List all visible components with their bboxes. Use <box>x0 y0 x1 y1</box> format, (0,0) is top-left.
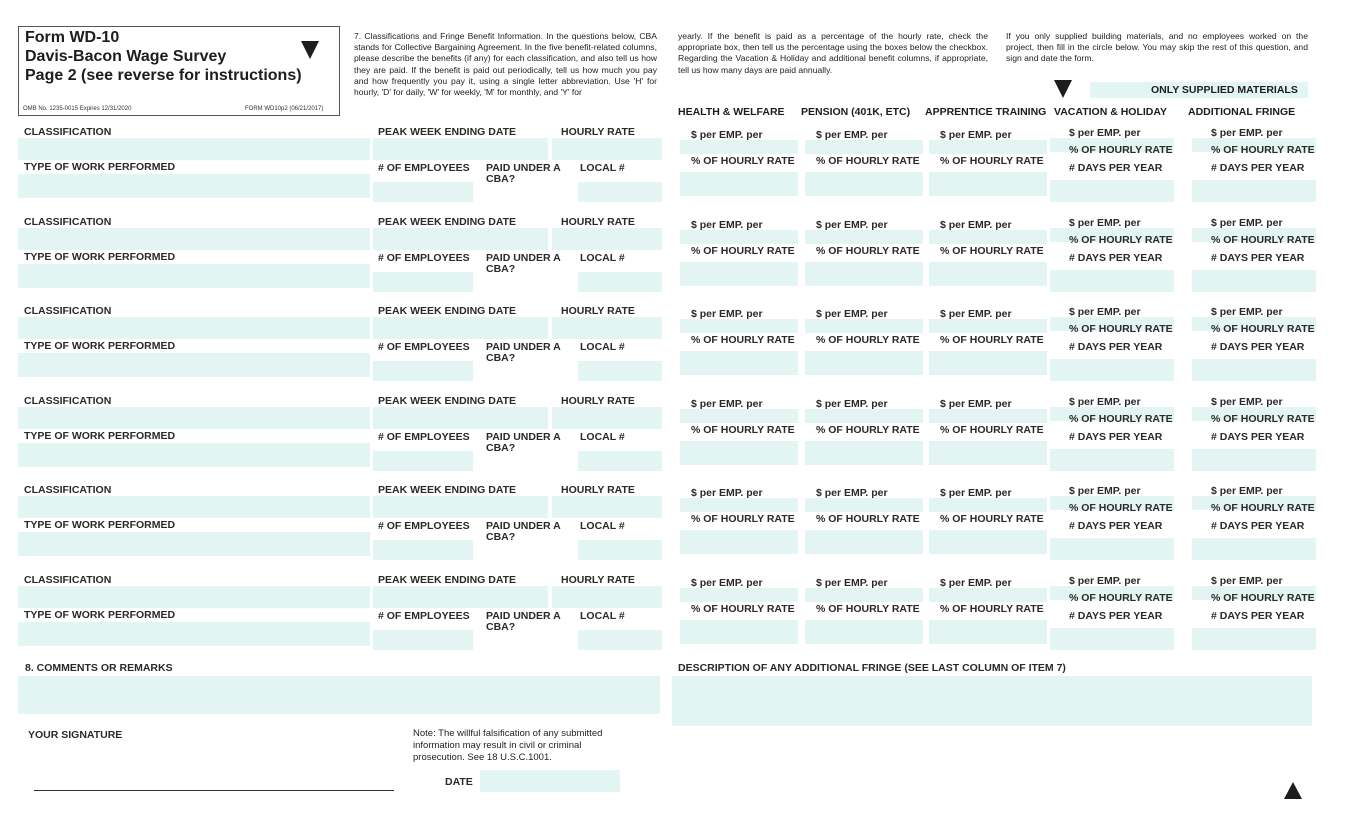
pct-hourly-rate-label: % OF HOURLY RATE <box>1069 502 1173 514</box>
per-emp-label: $ per EMP. per <box>1069 485 1141 497</box>
benefit-amount-field[interactable] <box>929 588 1047 602</box>
paid-under-cba-label: PAID UNDER A <box>486 520 561 532</box>
num-employees-field[interactable] <box>373 451 473 471</box>
triangle-down-icon <box>1054 80 1072 98</box>
type-of-work-field[interactable] <box>18 532 370 556</box>
per-emp-label: $ per EMP. per <box>940 129 1012 141</box>
local-number-field[interactable] <box>578 630 662 650</box>
date-field[interactable] <box>480 770 620 792</box>
signature-line[interactable] <box>34 790 394 791</box>
local-number-label: LOCAL # <box>580 341 625 353</box>
classification-field[interactable] <box>18 496 370 518</box>
cba-label: CBA? <box>486 173 516 185</box>
peak-week-label: PEAK WEEK ENDING DATE <box>378 484 517 496</box>
days-per-year-label: # DAYS PER YEAR <box>1211 520 1305 532</box>
type-of-work-label: TYPE OF WORK PERFORMED <box>24 430 176 442</box>
num-employees-label: # OF EMPLOYEES <box>378 431 470 443</box>
classification-label: CLASSIFICATION <box>24 484 112 496</box>
peak-week-date-field[interactable] <box>373 228 548 250</box>
signature-label: YOUR SIGNATURE <box>28 729 123 741</box>
classification-field[interactable] <box>18 586 370 608</box>
pct-hourly-rate-label: % OF HOURLY RATE <box>940 245 1044 257</box>
per-emp-label: $ per EMP. per <box>940 219 1012 231</box>
num-employees-field[interactable] <box>373 361 473 381</box>
benefit-percent-field[interactable] <box>929 172 1047 196</box>
pct-hourly-rate-label: % OF HOURLY RATE <box>1211 144 1315 156</box>
pct-hourly-rate-label: % OF HOURLY RATE <box>1069 592 1173 604</box>
per-emp-label: $ per EMP. per <box>940 308 1012 320</box>
classification-label: CLASSIFICATION <box>24 305 112 317</box>
benefit-amount-field[interactable] <box>680 230 798 244</box>
benefit-amount-field[interactable] <box>929 319 1047 333</box>
num-employees-label: # OF EMPLOYEES <box>378 252 470 264</box>
header-vacation-holiday: VACATION & HOLIDAY <box>1054 106 1167 118</box>
per-emp-label: $ per EMP. per <box>691 577 763 589</box>
per-emp-label: $ per EMP. per <box>816 487 888 499</box>
benefit-percent-field[interactable] <box>929 441 1047 465</box>
pct-hourly-rate-label: % OF HOURLY RATE <box>816 245 920 257</box>
cba-label: CBA? <box>486 621 516 633</box>
local-number-label: LOCAL # <box>580 252 625 264</box>
per-emp-label: $ per EMP. per <box>1211 306 1283 318</box>
classification-label: CLASSIFICATION <box>24 216 112 228</box>
local-number-field[interactable] <box>578 451 662 471</box>
classification-field[interactable] <box>18 407 370 429</box>
benefit-percent-field[interactable] <box>680 620 798 644</box>
benefit-percent-field[interactable] <box>929 351 1047 375</box>
type-of-work-label: TYPE OF WORK PERFORMED <box>24 519 176 531</box>
header-pension: PENSION (401K, ETC) <box>801 106 911 118</box>
pct-hourly-rate-label: % OF HOURLY RATE <box>1211 502 1315 514</box>
days-per-year-field[interactable] <box>1192 628 1316 650</box>
pct-hourly-rate-label: % OF HOURLY RATE <box>816 155 920 167</box>
pct-hourly-rate-label: % OF HOURLY RATE <box>691 603 795 615</box>
local-number-field[interactable] <box>578 361 662 381</box>
days-per-year-label: # DAYS PER YEAR <box>1069 341 1163 353</box>
days-per-year-field[interactable] <box>1050 628 1174 650</box>
days-per-year-field[interactable] <box>1050 270 1174 292</box>
benefit-percent-field[interactable] <box>805 172 923 196</box>
per-emp-label: $ per EMP. per <box>691 219 763 231</box>
per-emp-label: $ per EMP. per <box>816 577 888 589</box>
peak-week-date-field[interactable] <box>373 317 548 339</box>
benefit-percent-field[interactable] <box>680 172 798 196</box>
peak-week-date-field[interactable] <box>373 138 548 160</box>
pct-hourly-rate-label: % OF HOURLY RATE <box>940 155 1044 167</box>
benefit-percent-field[interactable] <box>680 262 798 286</box>
pct-hourly-rate-label: % OF HOURLY RATE <box>940 334 1044 346</box>
pct-hourly-rate-label: % OF HOURLY RATE <box>1211 592 1315 604</box>
per-emp-label: $ per EMP. per <box>691 129 763 141</box>
days-per-year-label: # DAYS PER YEAR <box>1211 162 1305 174</box>
hourly-rate-label: HOURLY RATE <box>561 305 635 317</box>
per-emp-label: $ per EMP. per <box>1069 127 1141 139</box>
benefit-amount-field[interactable] <box>805 230 923 244</box>
num-employees-field[interactable] <box>373 630 473 650</box>
type-of-work-label: TYPE OF WORK PERFORMED <box>24 161 176 173</box>
type-of-work-field[interactable] <box>18 353 370 377</box>
pct-hourly-rate-label: % OF HOURLY RATE <box>1069 144 1173 156</box>
falsification-note: Note: The willful falsification of any submitted information may result in civil or criminal prosecution. See 18 U.S.C.1001. <box>413 728 603 763</box>
hourly-rate-label: HOURLY RATE <box>561 395 635 407</box>
cba-label: CBA? <box>486 531 516 543</box>
type-of-work-label: TYPE OF WORK PERFORMED <box>24 609 176 621</box>
form-title: Davis-Bacon Wage Survey <box>25 48 227 65</box>
benefit-amount-field[interactable] <box>805 319 923 333</box>
benefit-amount-field[interactable] <box>680 588 798 602</box>
num-employees-field[interactable] <box>373 272 473 292</box>
pct-hourly-rate-label: % OF HOURLY RATE <box>816 603 920 615</box>
additional-fringe-desc-field[interactable] <box>672 676 1312 726</box>
days-per-year-field[interactable] <box>1050 359 1174 381</box>
pct-hourly-rate-label: % OF HOURLY RATE <box>691 424 795 436</box>
comments-field[interactable] <box>18 676 660 714</box>
hourly-rate-field[interactable] <box>552 228 662 250</box>
header-apprentice-training: APPRENTICE TRAINING <box>925 106 1047 118</box>
benefit-amount-field[interactable] <box>929 498 1047 512</box>
peak-week-date-field[interactable] <box>373 586 548 608</box>
paid-under-cba-label: PAID UNDER A <box>486 252 561 264</box>
classification-label: CLASSIFICATION <box>24 574 112 586</box>
triangle-up-icon <box>1284 782 1302 799</box>
per-emp-label: $ per EMP. per <box>1069 396 1141 408</box>
per-emp-label: $ per EMP. per <box>1069 217 1141 229</box>
pct-hourly-rate-label: % OF HOURLY RATE <box>1211 413 1315 425</box>
hourly-rate-label: HOURLY RATE <box>561 484 635 496</box>
pct-hourly-rate-label: % OF HOURLY RATE <box>691 334 795 346</box>
hourly-rate-label: HOURLY RATE <box>561 216 635 228</box>
num-employees-field[interactable] <box>373 540 473 560</box>
benefit-amount-field[interactable] <box>680 319 798 333</box>
pct-hourly-rate-label: % OF HOURLY RATE <box>940 513 1044 525</box>
benefit-percent-field[interactable] <box>929 262 1047 286</box>
days-per-year-field[interactable] <box>1192 449 1316 471</box>
pct-hourly-rate-label: % OF HOURLY RATE <box>816 424 920 436</box>
additional-fringe-desc-label: DESCRIPTION OF ANY ADDITIONAL FRINGE (SEE LAST COLUMN OF ITEM 7) <box>678 662 1066 674</box>
days-per-year-label: # DAYS PER YEAR <box>1211 252 1305 264</box>
omb-number: OMB No. 1235-0015 Expires 12/31/2020 <box>23 106 132 112</box>
pct-hourly-rate-label: % OF HOURLY RATE <box>816 334 920 346</box>
days-per-year-field[interactable] <box>1192 270 1316 292</box>
type-of-work-field[interactable] <box>18 174 370 198</box>
pct-hourly-rate-label: % OF HOURLY RATE <box>691 245 795 257</box>
peak-week-label: PEAK WEEK ENDING DATE <box>378 216 517 228</box>
per-emp-label: $ per EMP. per <box>816 129 888 141</box>
per-emp-label: $ per EMP. per <box>940 577 1012 589</box>
classification-label: CLASSIFICATION <box>24 395 112 407</box>
pct-hourly-rate-label: % OF HOURLY RATE <box>816 513 920 525</box>
form-subtitle: Page 2 (see reverse for instructions) <box>25 67 302 84</box>
num-employees-field[interactable] <box>373 182 473 202</box>
instructions-part-1: 7. Classifications and Fringe Benefit Information. In the questions below, CBA stands for Collective Bargaining Agreement. In the five benefit-related columns, please describe the benefits (if any) for each classification, and also tell us how they are paid. If the benefit is paid out periodically, tell us how much you pay and how frequently you pay it, using a single letter abbreviation. Use 'H' for hourly, 'D' for daily, 'W' for weekly, 'M' for monthly, and 'Y' for <box>354 31 657 98</box>
days-per-year-label: # DAYS PER YEAR <box>1211 431 1305 443</box>
pct-hourly-rate-label: % OF HOURLY RATE <box>940 603 1044 615</box>
days-per-year-label: # DAYS PER YEAR <box>1069 610 1163 622</box>
peak-week-label: PEAK WEEK ENDING DATE <box>378 395 517 407</box>
pct-hourly-rate-label: % OF HOURLY RATE <box>1211 234 1315 246</box>
days-per-year-field[interactable] <box>1050 180 1174 202</box>
peak-week-label: PEAK WEEK ENDING DATE <box>378 126 517 138</box>
form-number: Form WD-10 <box>25 29 120 46</box>
per-emp-label: $ per EMP. per <box>816 398 888 410</box>
type-of-work-label: TYPE OF WORK PERFORMED <box>24 340 176 352</box>
comments-label: 8. COMMENTS OR REMARKS <box>25 662 173 674</box>
benefit-amount-field[interactable] <box>680 498 798 512</box>
num-employees-label: # OF EMPLOYEES <box>378 520 470 532</box>
benefit-percent-field[interactable] <box>805 530 923 554</box>
hourly-rate-field[interactable] <box>552 586 662 608</box>
benefit-amount-field[interactable] <box>680 409 798 423</box>
per-emp-label: $ per EMP. per <box>691 398 763 410</box>
local-number-field[interactable] <box>578 540 662 560</box>
benefit-amount-field[interactable] <box>929 409 1047 423</box>
hourly-rate-field[interactable] <box>552 407 662 429</box>
benefit-percent-field[interactable] <box>680 530 798 554</box>
paid-under-cba-label: PAID UNDER A <box>486 431 561 443</box>
classification-field[interactable] <box>18 138 370 160</box>
days-per-year-label: # DAYS PER YEAR <box>1069 520 1163 532</box>
pct-hourly-rate-label: % OF HOURLY RATE <box>1211 323 1315 335</box>
form-code: FORM WD10p2 (06/21/2017) <box>245 106 324 112</box>
per-emp-label: $ per EMP. per <box>1211 127 1283 139</box>
benefit-amount-field[interactable] <box>680 140 798 154</box>
num-employees-label: # OF EMPLOYEES <box>378 341 470 353</box>
per-emp-label: $ per EMP. per <box>691 308 763 320</box>
benefit-amount-field[interactable] <box>929 230 1047 244</box>
days-per-year-field[interactable] <box>1050 449 1174 471</box>
hourly-rate-label: HOURLY RATE <box>561 574 635 586</box>
hourly-rate-field[interactable] <box>552 496 662 518</box>
classification-field[interactable] <box>18 317 370 339</box>
cba-label: CBA? <box>486 352 516 364</box>
hourly-rate-field[interactable] <box>552 317 662 339</box>
per-emp-label: $ per EMP. per <box>940 398 1012 410</box>
classification-label: CLASSIFICATION <box>24 126 112 138</box>
num-employees-label: # OF EMPLOYEES <box>378 162 470 174</box>
local-number-label: LOCAL # <box>580 162 625 174</box>
per-emp-label: $ per EMP. per <box>816 308 888 320</box>
benefit-amount-field[interactable] <box>805 498 923 512</box>
days-per-year-field[interactable] <box>1050 538 1174 560</box>
peak-week-label: PEAK WEEK ENDING DATE <box>378 305 517 317</box>
per-emp-label: $ per EMP. per <box>1211 217 1283 229</box>
benefit-amount-field[interactable] <box>805 409 923 423</box>
paid-under-cba-label: PAID UNDER A <box>486 162 561 174</box>
type-of-work-field[interactable] <box>18 443 370 467</box>
pct-hourly-rate-label: % OF HOURLY RATE <box>691 155 795 167</box>
paid-under-cba-label: PAID UNDER A <box>486 610 561 622</box>
per-emp-label: $ per EMP. per <box>940 487 1012 499</box>
days-per-year-field[interactable] <box>1192 538 1316 560</box>
per-emp-label: $ per EMP. per <box>1069 575 1141 587</box>
benefit-percent-field[interactable] <box>680 351 798 375</box>
pct-hourly-rate-label: % OF HOURLY RATE <box>940 424 1044 436</box>
pct-hourly-rate-label: % OF HOURLY RATE <box>1069 323 1173 335</box>
header-additional-fringe: ADDITIONAL FRINGE <box>1188 106 1296 118</box>
triangle-down-icon <box>301 41 319 59</box>
cba-label: CBA? <box>486 263 516 275</box>
days-per-year-field[interactable] <box>1192 180 1316 202</box>
benefit-amount-field[interactable] <box>805 140 923 154</box>
hourly-rate-field[interactable] <box>552 138 662 160</box>
type-of-work-field[interactable] <box>18 622 370 646</box>
days-per-year-label: # DAYS PER YEAR <box>1211 610 1305 622</box>
header-health-welfare: HEALTH & WELFARE <box>678 106 785 118</box>
benefit-percent-field[interactable] <box>929 530 1047 554</box>
classification-field[interactable] <box>18 228 370 250</box>
benefit-percent-field[interactable] <box>805 351 923 375</box>
pct-hourly-rate-label: % OF HOURLY RATE <box>691 513 795 525</box>
local-number-field[interactable] <box>578 272 662 292</box>
local-number-label: LOCAL # <box>580 520 625 532</box>
type-of-work-label: TYPE OF WORK PERFORMED <box>24 251 176 263</box>
local-number-field[interactable] <box>578 182 662 202</box>
per-emp-label: $ per EMP. per <box>1211 485 1283 497</box>
instructions-part-3: If you only supplied building materials, and no employees worked on the project, then fill in the circle below. You may skip the rest of this question, and sign and date the form. <box>1006 31 1308 64</box>
benefit-percent-field[interactable] <box>680 441 798 465</box>
cba-label: CBA? <box>486 442 516 454</box>
per-emp-label: $ per EMP. per <box>1211 396 1283 408</box>
per-emp-label: $ per EMP. per <box>691 487 763 499</box>
peak-week-date-field[interactable] <box>373 407 548 429</box>
instructions-part-2: yearly. If the benefit is paid as a percentage of the hourly rate, check the appropriate box, then tell us the percentage using the boxes below the checkbox. Regarding the Vacation & Holiday and additional benefit columns, if appropriate, tell us how many days are paid annually. <box>678 31 988 75</box>
hourly-rate-label: HOURLY RATE <box>561 126 635 138</box>
form-header <box>18 26 340 116</box>
date-label: DATE <box>445 776 473 788</box>
benefit-percent-field[interactable] <box>805 620 923 644</box>
days-per-year-field[interactable] <box>1192 359 1316 381</box>
per-emp-label: $ per EMP. per <box>816 219 888 231</box>
days-per-year-label: # DAYS PER YEAR <box>1069 252 1163 264</box>
benefit-percent-field[interactable] <box>805 441 923 465</box>
days-per-year-label: # DAYS PER YEAR <box>1069 162 1163 174</box>
num-employees-label: # OF EMPLOYEES <box>378 610 470 622</box>
benefit-percent-field[interactable] <box>805 262 923 286</box>
days-per-year-label: # DAYS PER YEAR <box>1211 341 1305 353</box>
benefit-percent-field[interactable] <box>929 620 1047 644</box>
per-emp-label: $ per EMP. per <box>1069 306 1141 318</box>
type-of-work-field[interactable] <box>18 264 370 288</box>
peak-week-label: PEAK WEEK ENDING DATE <box>378 574 517 586</box>
days-per-year-label: # DAYS PER YEAR <box>1069 431 1163 443</box>
paid-under-cba-label: PAID UNDER A <box>486 341 561 353</box>
per-emp-label: $ per EMP. per <box>1211 575 1283 587</box>
pct-hourly-rate-label: % OF HOURLY RATE <box>1069 234 1173 246</box>
local-number-label: LOCAL # <box>580 431 625 443</box>
peak-week-date-field[interactable] <box>373 496 548 518</box>
benefit-amount-field[interactable] <box>805 588 923 602</box>
only-supplied-label: ONLY SUPPLIED MATERIALS <box>1151 84 1298 96</box>
local-number-label: LOCAL # <box>580 610 625 622</box>
benefit-amount-field[interactable] <box>929 140 1047 154</box>
pct-hourly-rate-label: % OF HOURLY RATE <box>1069 413 1173 425</box>
